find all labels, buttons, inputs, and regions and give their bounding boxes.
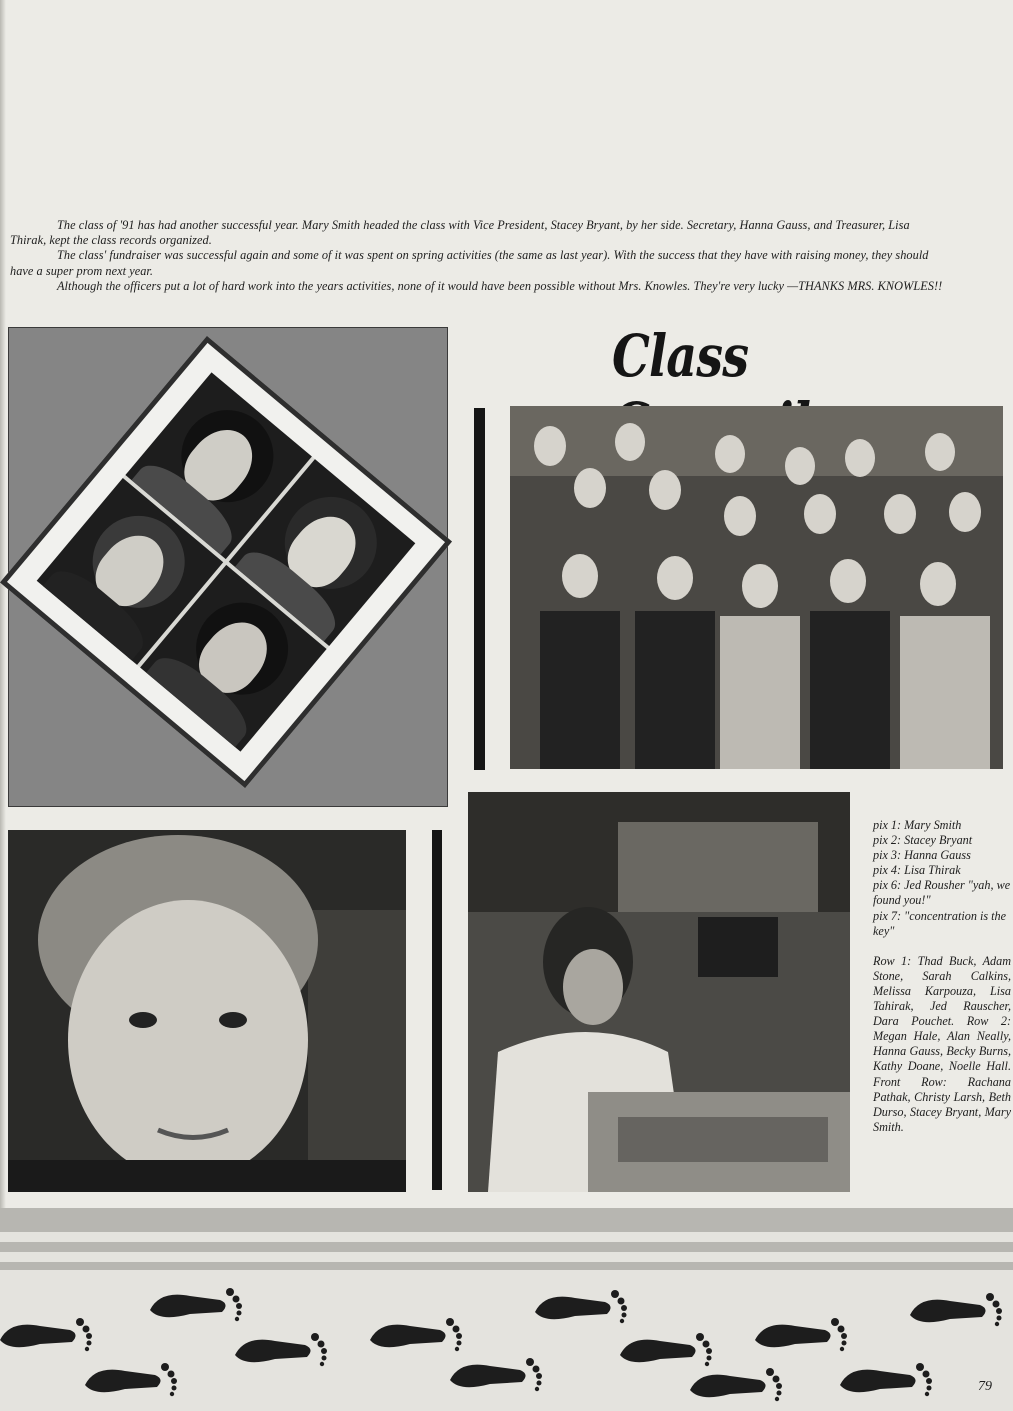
- group-photo-caption: Row 1: Thad Buck, Adam Stone, Sarah Calkins, Melissa Karpouza, Lisa Tahirak, Jed Rauscher, Dara Pouchet. Row 2: Megan Hale, Alan Neally, Hanna Gauss, Becky Burns, Kathy Doane, Noelle Hall. Front Row: Rachana Pathak, Christy Larsh, Beth Durso, Stacey Bryant, Mary Smith.: [873, 953, 1011, 1134]
- typist-photo-image: [468, 792, 850, 1192]
- footprints-decoration: [0, 1280, 1013, 1411]
- footer-stripe-3: [0, 1262, 1013, 1270]
- typing-student-photo: [468, 792, 850, 1192]
- intro-paragraph-1: The class of '91 has had another successful year. Mary Smith headed the class with Vice President, Stacey Bryant, by her side. Secretary, Hanna Gauss, and Treasurer, Lisa Thirak, kept the class records organized.: [10, 218, 910, 248]
- page-edge: [0, 0, 6, 1411]
- page-title: Class: [612, 322, 749, 390]
- footprint-icon: [0, 1288, 1002, 1401]
- jed-rousher-photo: [8, 830, 406, 1192]
- caption-pix-7: pix 7: "concentration is the key": [873, 908, 1007, 938]
- page-number: 79: [978, 1379, 992, 1394]
- jed-photo-image: [8, 830, 406, 1192]
- group-photo-image: [510, 406, 1003, 769]
- photo-captions: [873, 818, 1011, 1135]
- caption-pix-6: pix 6: Jed Rousher "yah, we found you!": [873, 878, 1011, 908]
- portrait-grid: [37, 372, 416, 751]
- officer-portraits-panel: [8, 327, 448, 807]
- photo-border-bar-2: [432, 830, 442, 1190]
- caption-pix-1: pix 1: Mary Smith: [873, 818, 962, 832]
- pix-caption-list: [873, 818, 1011, 939]
- intro-paragraph-3: Although the officers put a lot of hard work into the years activities, none of it would have been possible without Mrs. Knowles. They're very lucky —THANKS MRS. KNOWLES!!: [57, 278, 943, 293]
- portrait-card: [0, 336, 452, 788]
- photo-border-bar: [474, 408, 485, 770]
- intro-paragraph-2: The class' fundraiser was successful again and some of it was spent on spring activities (the same as last year). With the success that they have with raising money, they should have a super prom next year.: [10, 248, 929, 278]
- caption-pix-3: pix 3: Hanna Gauss: [873, 848, 971, 863]
- class-council-group-photo: [510, 406, 1003, 769]
- footer-stripe-2: [0, 1242, 1013, 1252]
- footer-stripe-1: [0, 1208, 1013, 1232]
- caption-pix-2: pix 2: Stacey Bryant: [873, 833, 973, 848]
- caption-pix-4: pix 4: Lisa Thirak: [873, 863, 961, 878]
- intro-text: [10, 218, 945, 294]
